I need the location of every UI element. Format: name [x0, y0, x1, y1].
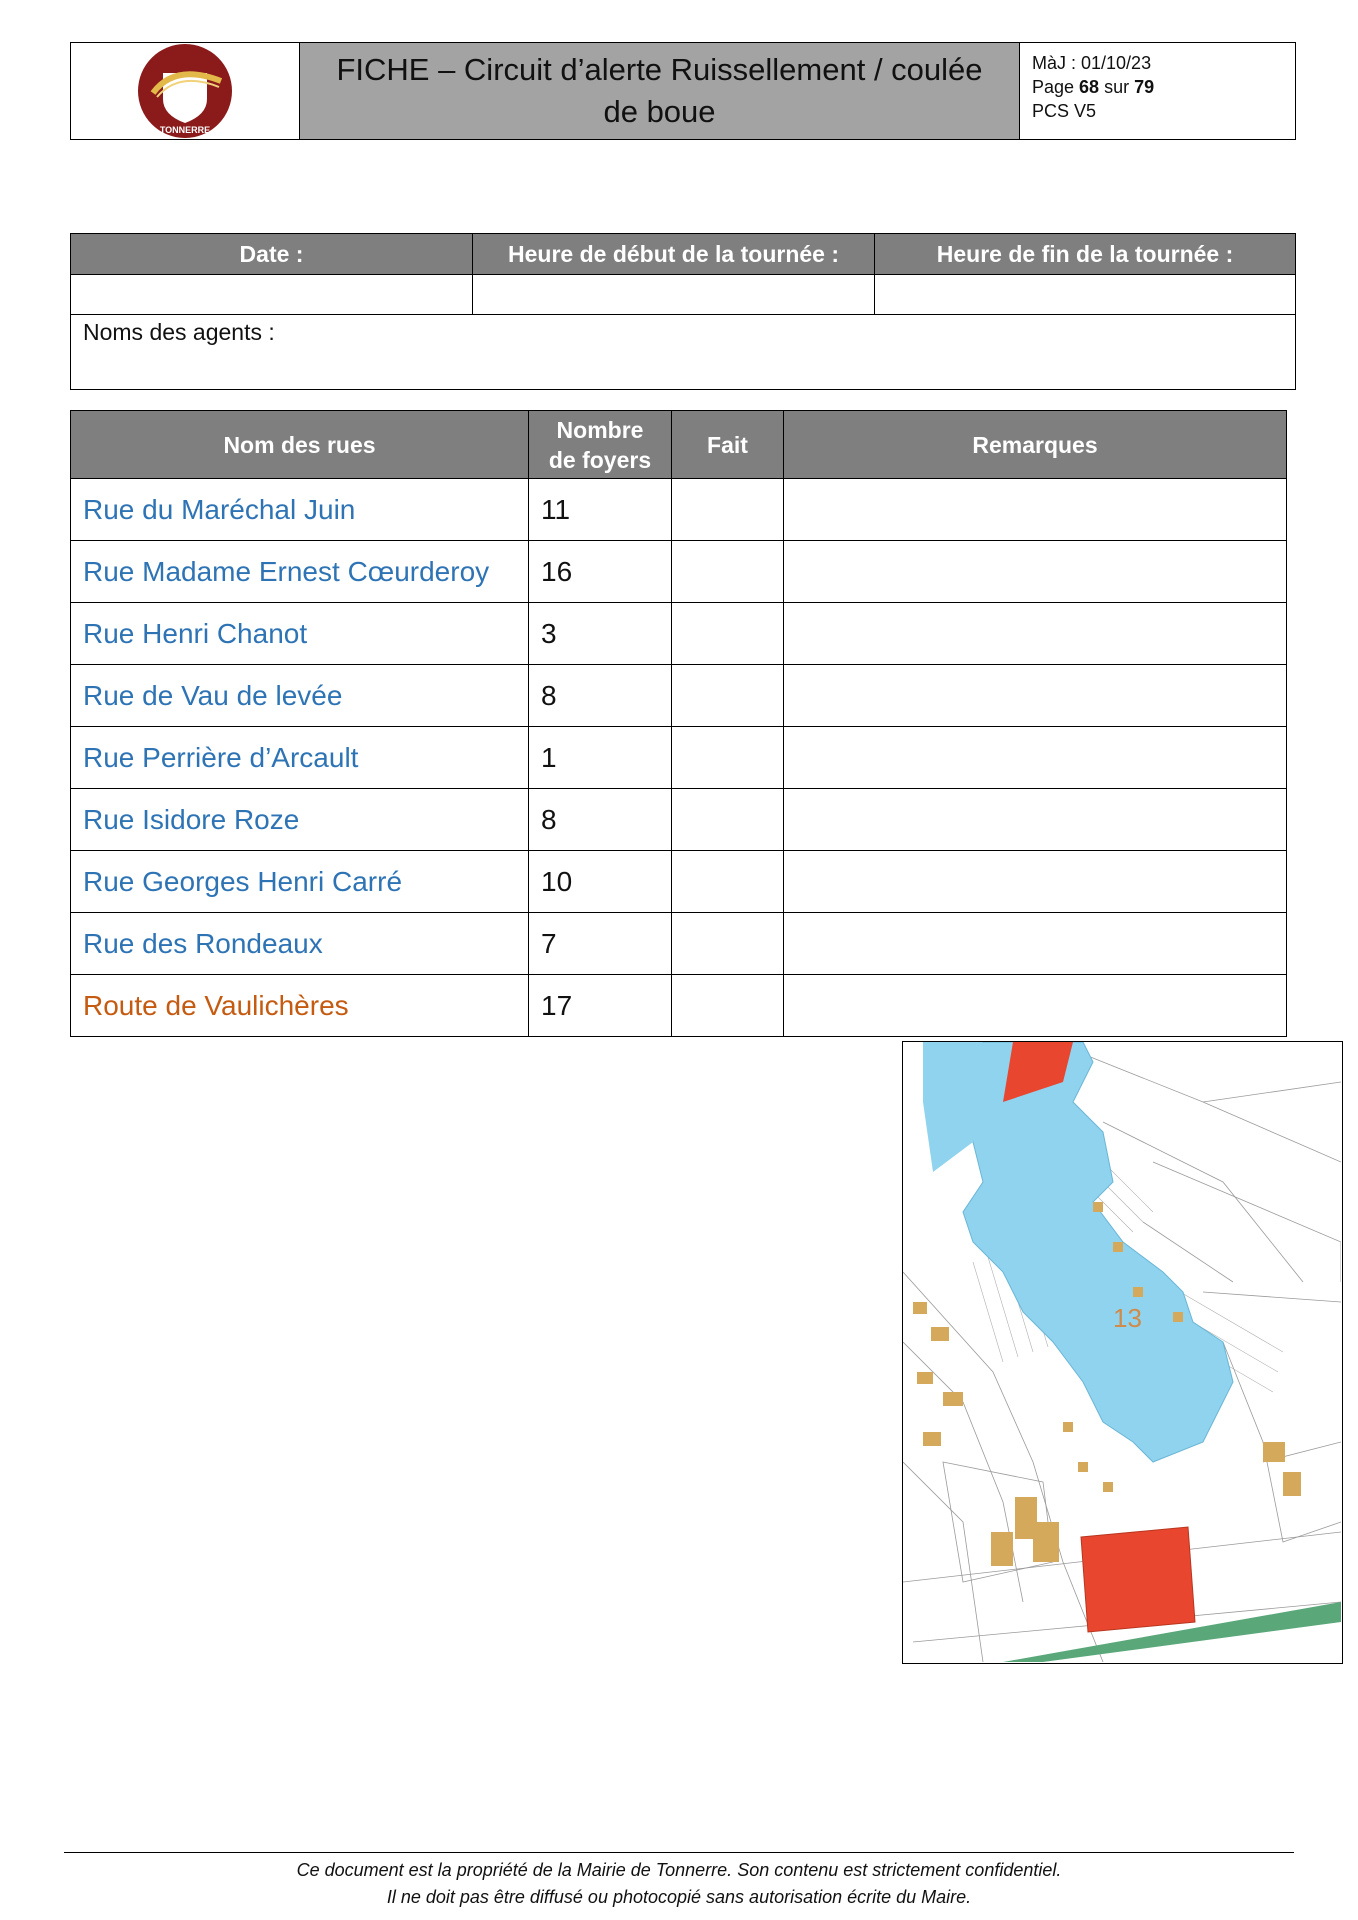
household-count: 7 — [529, 913, 672, 975]
page-total: 79 — [1134, 77, 1155, 97]
done-cell[interactable] — [672, 727, 784, 789]
done-cell[interactable] — [672, 603, 784, 665]
start-time-header: Heure de début de la tournée : — [473, 234, 875, 275]
start-time-field[interactable] — [473, 275, 875, 315]
table-row — [71, 913, 1287, 975]
household-count: 1 — [529, 727, 672, 789]
table-row — [71, 665, 1287, 727]
household-count: 11 — [529, 479, 672, 541]
done-cell[interactable] — [672, 665, 784, 727]
footer-line-1: Ce document est la propriété de la Mairie de Tonnerre. Son contenu est strictement confidentiel. — [296, 1860, 1062, 1880]
table-row — [71, 479, 1287, 541]
tonnerre-logo — [135, 41, 235, 141]
street-name: Rue des Rondeaux — [71, 913, 529, 975]
footer-line-2: Il ne doit pas être diffusé ou photocopié sans autorisation écrite du Maire. — [386, 1887, 972, 1907]
streets-table — [70, 410, 1287, 1037]
street-name: Route de Vaulichères — [71, 975, 529, 1037]
date-field[interactable] — [71, 275, 473, 315]
logo-text: TONNERRE — [159, 125, 211, 135]
household-count: 3 — [529, 603, 672, 665]
street-name: Rue Isidore Roze — [71, 789, 529, 851]
logo-cell — [71, 43, 300, 139]
done-header: Fait — [672, 411, 784, 479]
table-row — [71, 727, 1287, 789]
plan-version: PCS V5 — [1032, 101, 1097, 121]
zone-number-label: 13 — [1113, 1303, 1142, 1333]
household-count: 8 — [529, 665, 672, 727]
tour-info-table — [70, 233, 1296, 390]
cadastral-map-image — [903, 1042, 1341, 1662]
street-name-header: Nom des rues — [71, 411, 529, 479]
remarks-cell[interactable] — [784, 851, 1287, 913]
street-name: Rue Henri Chanot — [71, 603, 529, 665]
table-row — [71, 975, 1287, 1037]
remarks-cell[interactable] — [784, 603, 1287, 665]
zone-map — [902, 1041, 1343, 1664]
agents-label: Noms des agents : — [83, 319, 275, 345]
household-count: 10 — [529, 851, 672, 913]
page-current: 68 — [1079, 77, 1100, 97]
street-name: Rue de Vau de levée — [71, 665, 529, 727]
date-header: Date : — [71, 234, 473, 275]
page-indicator: Page 68 sur 79 — [1032, 77, 1155, 97]
remarks-cell[interactable] — [784, 479, 1287, 541]
done-cell[interactable] — [672, 479, 784, 541]
done-cell[interactable] — [672, 975, 784, 1037]
agents-field[interactable] — [71, 315, 1296, 390]
done-cell[interactable] — [672, 851, 784, 913]
remarks-cell[interactable] — [784, 541, 1287, 603]
table-row — [71, 541, 1287, 603]
table-row — [71, 789, 1287, 851]
done-cell[interactable] — [672, 789, 784, 851]
document-header — [70, 42, 1296, 140]
household-count: 8 — [529, 789, 672, 851]
end-time-header: Heure de fin de la tournée : — [875, 234, 1296, 275]
remarks-cell[interactable] — [784, 789, 1287, 851]
table-row — [71, 603, 1287, 665]
footer-divider — [64, 1852, 1294, 1853]
end-time-field[interactable] — [875, 275, 1296, 315]
table-row — [71, 851, 1287, 913]
street-name: Rue Madame Ernest Cœurderoy — [71, 541, 529, 603]
risk-zone-bottom — [1081, 1527, 1195, 1632]
remarks-cell[interactable] — [784, 665, 1287, 727]
done-cell[interactable] — [672, 541, 784, 603]
done-cell[interactable] — [672, 913, 784, 975]
household-count: 17 — [529, 975, 672, 1037]
document-meta — [1020, 43, 1295, 139]
remarks-cell[interactable] — [784, 727, 1287, 789]
household-count-header: Nombre de foyers — [529, 411, 672, 479]
update-date: MàJ : 01/10/23 — [1032, 53, 1152, 73]
document-title: FICHE – Circuit d’alerte Ruissellement / coulée de boue — [300, 43, 1020, 139]
remarks-cell[interactable] — [784, 913, 1287, 975]
street-name: Rue Perrière d’Arcault — [71, 727, 529, 789]
street-name: Rue du Maréchal Juin — [71, 479, 529, 541]
remarks-header: Remarques — [784, 411, 1287, 479]
street-name: Rue Georges Henri Carré — [71, 851, 529, 913]
household-count: 16 — [529, 541, 672, 603]
remarks-cell[interactable] — [784, 975, 1287, 1037]
